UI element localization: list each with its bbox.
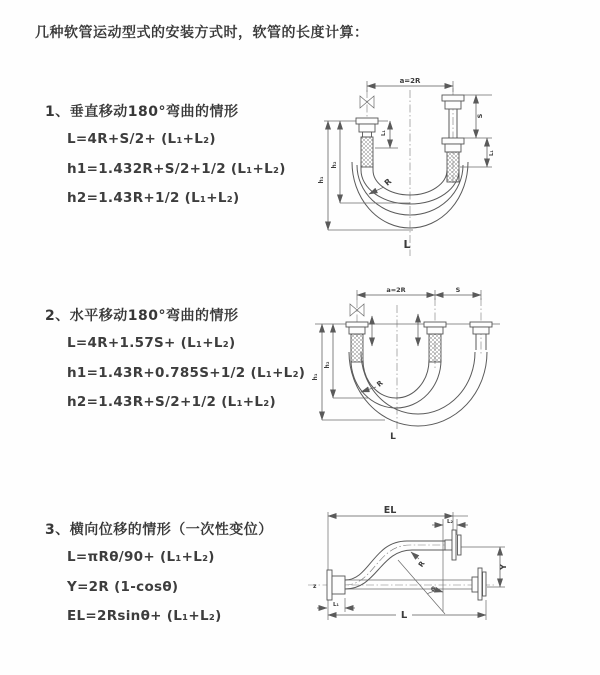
formula-line: h1=1.43R+0.785S+1/2 (L₁+L₂) xyxy=(67,364,306,381)
dim-label-l1: L₁ xyxy=(489,150,495,156)
formula-line: EL=2Rsinθ+ (L₁+L₂) xyxy=(67,608,222,624)
hex-nut xyxy=(473,327,489,334)
radius-label: R xyxy=(382,176,394,188)
section-heading: 1、垂直移动180°弯曲的情形 xyxy=(45,104,239,120)
hose-position1-outer xyxy=(351,360,441,408)
section-lateral-displacement xyxy=(45,519,273,638)
hose-position1-inner xyxy=(363,360,429,398)
dim-label-l2: L₂ xyxy=(447,519,453,525)
dim-label-h2: h₂ xyxy=(331,161,338,169)
length-label: L xyxy=(403,238,411,251)
radius-label: R xyxy=(375,379,385,389)
dim-label-l1: L₁ xyxy=(381,130,387,136)
flange xyxy=(458,535,462,555)
formula-line: L=πRθ/90+ (L₁+L₂) xyxy=(67,549,215,565)
dim-label-h1: h₁ xyxy=(318,176,325,184)
hex-nut xyxy=(349,327,365,334)
dim-label-el: EL xyxy=(383,505,397,516)
diagram-horizontal-180-bend xyxy=(305,280,600,455)
dim-label-a2r: a=2R xyxy=(386,286,406,294)
section-horizontal-180 xyxy=(45,305,305,424)
flange xyxy=(346,322,368,327)
curved-hose-wall xyxy=(345,541,446,580)
flange xyxy=(442,138,464,144)
flange xyxy=(470,322,492,327)
hex-nut xyxy=(445,144,461,152)
angle-label: θ xyxy=(431,586,436,593)
centerline-break-mark: z xyxy=(313,583,317,590)
formula-line: h2=1.43R+S/2+1/2 (L₁+L₂) xyxy=(67,394,276,410)
braided-section xyxy=(429,334,441,362)
dim-label-l1: L₁ xyxy=(333,602,339,608)
radius-label: R xyxy=(417,559,427,569)
braided-section xyxy=(447,152,459,182)
dim-label-h1: h₁ xyxy=(312,373,319,381)
hex-nut xyxy=(359,124,375,132)
flange xyxy=(327,570,332,600)
flange xyxy=(424,322,446,327)
flange xyxy=(356,118,378,124)
dim-label-h2: h₂ xyxy=(324,361,331,369)
dim-label-s: S xyxy=(476,113,484,119)
section-vertical-180 xyxy=(45,101,286,220)
hex-nut xyxy=(427,327,443,334)
section-heading: 2、水平移动180°弯曲的情形 xyxy=(45,308,239,324)
diagram-lateral-displacement xyxy=(300,502,600,650)
flange xyxy=(452,530,456,560)
dim-label-a2r: a=2R xyxy=(399,77,421,85)
hex-nut xyxy=(445,101,461,109)
dim-label-s: S xyxy=(455,286,461,294)
length-label: L xyxy=(390,432,396,442)
formula-line: L=4R+S/2+ (L₁+L₂) xyxy=(67,131,216,147)
curved-hose-centerline xyxy=(345,545,446,585)
formula-line: Y=2R (1-cosθ) xyxy=(67,578,179,595)
braided-section xyxy=(351,334,363,362)
flange xyxy=(483,572,487,596)
section-heading: 3、横向位移的情形（一次性变位） xyxy=(45,522,273,538)
length-label: L xyxy=(400,610,408,621)
braided-section xyxy=(361,137,373,167)
formula-line: h2=1.43R+1/2 (L₁+L₂) xyxy=(67,190,240,206)
flange xyxy=(442,95,464,101)
page-title: 几种软管运动型式的安装方式时，软管的长度计算： xyxy=(35,25,369,41)
formula-line: h1=1.432R+S/2+1/2 (L₁+L₂) xyxy=(67,160,286,177)
dim-label-y: Y xyxy=(499,564,508,570)
flange xyxy=(478,568,482,600)
curved-hose-wall xyxy=(345,550,446,589)
diagram-vertical-180-bend xyxy=(310,70,600,268)
formula-line: L=4R+1.57S+ (L₁+L₂) xyxy=(67,335,236,351)
